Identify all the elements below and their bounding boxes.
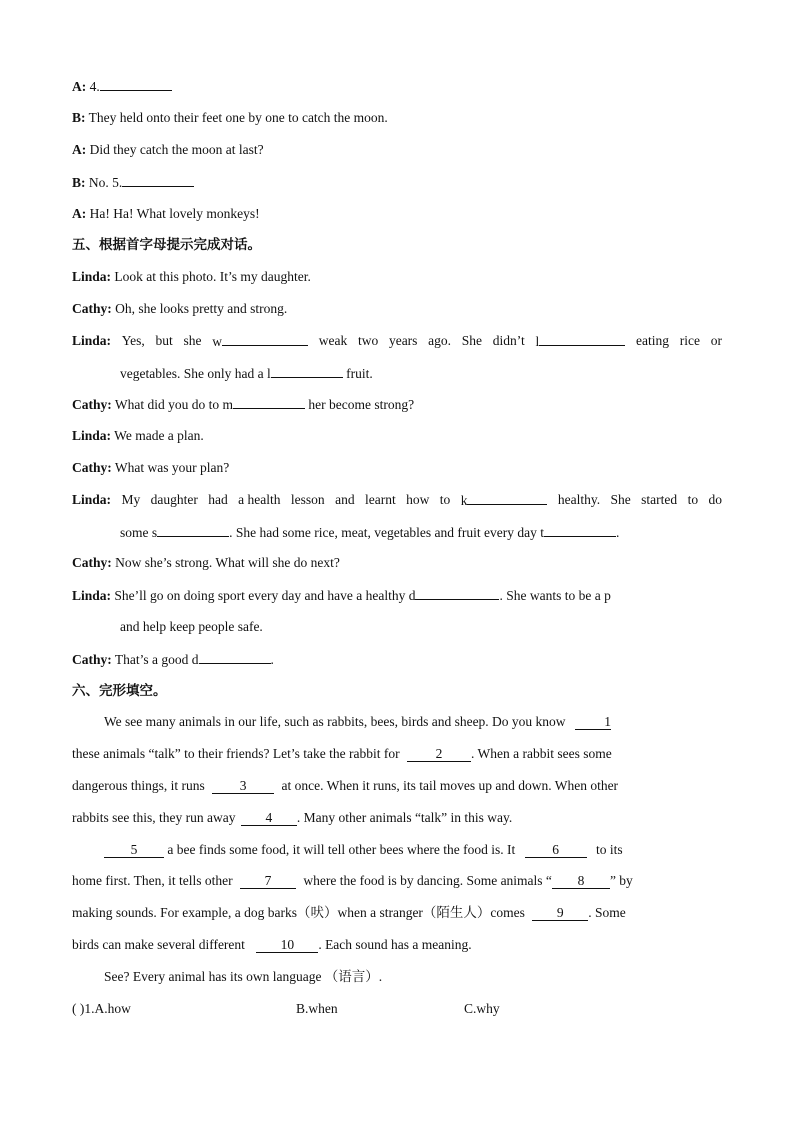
answer-blank[interactable]: [100, 76, 172, 91]
dialogue-line: [72, 108, 388, 128]
answer-blank[interactable]: [199, 649, 271, 664]
cloze-blank[interactable]: 3: [212, 779, 274, 794]
passage-line: [72, 903, 626, 923]
answer-blank[interactable]: [415, 585, 499, 600]
answer-blank[interactable]: [122, 172, 194, 187]
cloze-blank[interactable]: 6: [525, 843, 587, 858]
speaker: Cathy:: [72, 397, 112, 412]
line-text: dangerous things, it runs: [72, 778, 205, 793]
line-text: rabbits see this, they run away: [72, 810, 236, 825]
word: My: [121, 492, 141, 507]
line-text: to its: [596, 842, 623, 857]
dialogue-line: [72, 490, 722, 511]
line-text: home first. Then, it tells other: [72, 873, 233, 888]
word: weak: [318, 333, 348, 348]
word: and: [335, 492, 355, 507]
dialogue-line: [72, 331, 722, 352]
line-text: . She wants to be a p: [499, 588, 611, 603]
line-text: Now she’s strong. What will she do next?: [115, 555, 340, 570]
dialogue-line-cont: [120, 363, 373, 384]
dialogue-line: [72, 76, 172, 97]
passage-line: [72, 808, 512, 828]
word: years: [388, 333, 418, 348]
word: didn’t: [492, 333, 525, 348]
option-a[interactable]: ( )1.A.how: [72, 1001, 131, 1016]
word: eating: [636, 333, 670, 348]
dialogue-line: [72, 458, 229, 478]
cloze-blank[interactable]: 1: [575, 715, 611, 730]
line-text: birds can make several different: [72, 937, 245, 952]
cloze-blank[interactable]: 10: [256, 938, 318, 953]
word: rice: [679, 333, 700, 348]
dialogue-line-cont: [120, 522, 619, 543]
dialogue-line: [72, 299, 287, 319]
line-text: ” by: [609, 873, 633, 888]
answer-blank[interactable]: [467, 490, 547, 505]
line-text: They held onto their feet one by one to catch the moon.: [88, 110, 388, 125]
dialogue-line: [72, 140, 264, 160]
line-text: these animals “talk” to their friends? Let’s take the rabbit for: [72, 746, 400, 761]
word: lesson: [290, 492, 325, 507]
hint-letter: l: [535, 334, 540, 349]
answer-blank[interactable]: [233, 394, 305, 409]
cloze-blank[interactable]: 5: [104, 843, 164, 858]
cloze-blank[interactable]: 8: [552, 874, 610, 889]
speaker: Cathy:: [72, 460, 112, 475]
answer-blank[interactable]: [544, 522, 616, 537]
line-text: Look at this photo. It’s my daughter.: [114, 269, 311, 284]
word: how: [406, 492, 430, 507]
line-text: vegetables. She only had a l: [120, 366, 271, 381]
line-text: No. 5.: [88, 175, 123, 190]
speaker: Linda:: [72, 269, 112, 284]
cloze-blank[interactable]: 9: [532, 906, 588, 921]
answer-blank[interactable]: [222, 331, 308, 346]
passage-line: [72, 871, 633, 891]
passage-line: [104, 712, 611, 732]
speaker: A:: [72, 206, 87, 221]
speaker: A:: [72, 79, 87, 94]
section-heading: 六、完形填空。: [72, 683, 167, 699]
line-text: and help keep people safe.: [120, 619, 263, 634]
line-text: where the food is by dancing. Some animals “: [303, 873, 552, 888]
word: do: [708, 492, 722, 507]
word: She: [610, 492, 631, 507]
speaker: Cathy:: [72, 555, 112, 570]
word: she: [183, 333, 202, 348]
dialogue-line: [72, 172, 194, 193]
line-text: . Each sound has a meaning.: [318, 937, 472, 952]
line-text: .: [270, 652, 274, 667]
line-text: fruit.: [342, 366, 373, 381]
line-text: Did they catch the moon at last?: [89, 142, 264, 157]
line-text: making sounds. For example, a dog barks（吠）when a stranger（陌生人）comes: [72, 905, 525, 920]
word: but: [155, 333, 173, 348]
word: two: [357, 333, 379, 348]
speaker: Linda:: [72, 333, 112, 348]
dialogue-line: [72, 394, 414, 415]
passage-line: [104, 967, 382, 987]
speaker: Linda:: [72, 588, 112, 603]
dialogue-line: [72, 426, 204, 446]
speaker: A:: [72, 142, 87, 157]
answer-blank[interactable]: [271, 363, 343, 378]
line-text: some s: [120, 525, 158, 540]
word: learnt: [364, 492, 396, 507]
passage-line: [104, 840, 623, 860]
hint-letter: k: [460, 493, 468, 508]
passage-line: [72, 776, 618, 796]
speaker: Cathy:: [72, 301, 112, 316]
word: ago.: [428, 333, 452, 348]
answer-blank[interactable]: [539, 331, 625, 346]
line-text: What did you do to m: [114, 397, 234, 412]
speaker: B:: [72, 175, 86, 190]
dialogue-line: [72, 649, 274, 670]
line-text: Ha! Ha! What lovely monkeys!: [89, 206, 260, 221]
line-text: What was your plan?: [114, 460, 230, 475]
line-text: . When a rabbit sees some: [471, 746, 612, 761]
speaker: Linda:: [72, 428, 112, 443]
speaker: Cathy:: [72, 652, 112, 667]
option-b[interactable]: B.when: [296, 1001, 338, 1016]
line-text: See? Every animal has its own language （语言）.: [104, 969, 383, 984]
word: or: [710, 333, 722, 348]
dialogue-line: [72, 204, 260, 224]
line-text: . She had some rice, meat, vegetables and fruit every day t: [229, 525, 545, 540]
line-text: That’s a good d: [114, 652, 199, 667]
line-text: Oh, she looks pretty and strong.: [115, 301, 288, 316]
hint-letter: w: [212, 334, 223, 349]
word: daughter: [150, 492, 198, 507]
line-text: . Some: [588, 905, 626, 920]
option-c[interactable]: C.why: [464, 1001, 500, 1016]
line-text: .: [616, 525, 620, 540]
line-text: We see many animals in our life, such as rabbits, bees, birds and sheep. Do you know: [104, 714, 566, 729]
line-text: at once. When it runs, its tail moves up and down. When other: [281, 778, 619, 793]
passage-line: [72, 744, 612, 764]
cloze-blank[interactable]: 4: [241, 811, 297, 826]
line-text: We made a plan.: [114, 428, 204, 443]
dialogue-line-cont: [120, 617, 263, 637]
word: healthy.: [557, 492, 601, 507]
dialogue-line: [72, 553, 340, 573]
word: She: [461, 333, 483, 348]
word: a health: [238, 492, 281, 507]
passage-line: [72, 935, 472, 955]
line-text: 4.: [89, 79, 100, 94]
cloze-blank[interactable]: 2: [407, 747, 471, 762]
speaker: Linda:: [72, 492, 112, 507]
line-text: her become strong?: [305, 397, 415, 412]
line-text: She’ll go on doing sport every day and have a healthy d: [114, 588, 416, 603]
word: started: [641, 492, 678, 507]
word: to: [687, 492, 699, 507]
line-text: . Many other animals “talk” in this way.: [296, 810, 513, 825]
answer-blank[interactable]: [157, 522, 229, 537]
word: to: [439, 492, 451, 507]
cloze-blank[interactable]: 7: [240, 874, 296, 889]
section-heading: 五、根据首字母提示完成对话。: [72, 237, 261, 253]
dialogue-line: [72, 267, 311, 287]
word: had: [208, 492, 228, 507]
word: Yes,: [121, 333, 145, 348]
dialogue-line: [72, 585, 611, 606]
line-text: a bee finds some food, it will tell other bees where the food is. It: [167, 842, 516, 857]
speaker: B:: [72, 110, 86, 125]
